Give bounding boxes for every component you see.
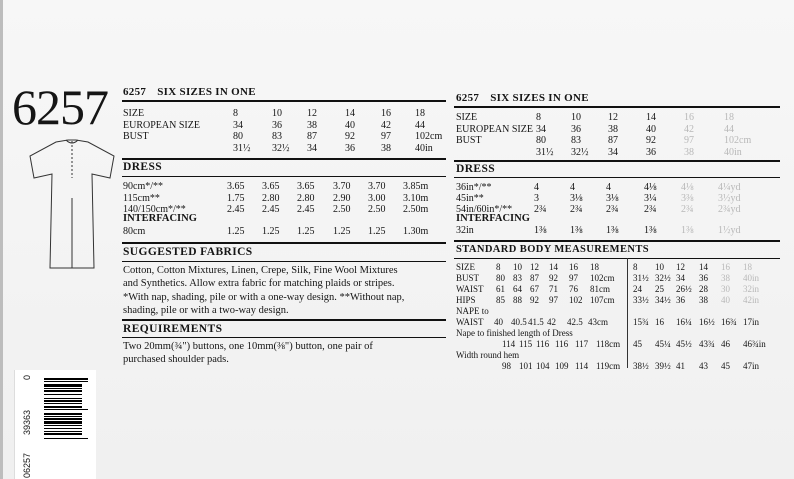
table-cell: 109 [555,361,569,371]
table-cell: 2¾ [534,204,547,215]
table-cell: 46¾in [743,339,766,349]
row-label: 90cm*/** [123,181,163,192]
row-label: WAIST [456,284,484,294]
table-cell: 76 [569,284,578,294]
table-cell: 12 [307,108,317,119]
row-label: NAPE to [456,306,489,316]
row-label: 115cm** [123,192,160,204]
right-measure-rule [454,240,780,242]
table-cell: 3⅛ [570,193,583,204]
table-cell: 98 [502,361,511,371]
table-cell: 36 [676,295,685,305]
table-cell: 87 [307,131,317,142]
table-cell: 1.75 [227,192,245,204]
table-cell: 107cm [590,295,615,305]
table-cell: 38 [721,273,730,283]
table-cell: 14 [549,262,558,272]
table-cell: 2¾ [681,204,694,215]
table-cell: 3.70 [368,181,386,192]
table-row [123,143,453,155]
table-cell: 34 [676,273,685,283]
table-cell: 71 [549,284,558,294]
table-row [123,131,453,143]
table-row [456,225,786,237]
left-fabrics-rule-2 [122,261,446,262]
table-cell: 8 [536,112,541,123]
table-cell: 118cm [596,339,621,349]
row-label: SIZE [456,262,475,272]
barcode-bar [44,400,82,402]
table-cell: 42 [381,119,391,131]
table-cell: 42 [547,317,556,327]
table-cell: 1⅜ [534,225,547,236]
table-cell: 38 [608,123,618,135]
table-cell: 92 [345,131,355,142]
table-cell: 4⅛ [644,182,657,193]
barcode-bar [44,421,82,424]
table-row [123,181,453,193]
right-dress-rule-2 [454,177,780,178]
table-cell: 1⅜ [644,225,657,236]
row-label: Nape to finished length of Dress [456,328,573,338]
table-cell: 12 [676,262,685,272]
table-cell: 40 [345,119,355,131]
barcode-bar [44,403,82,404]
table-cell: 32½ [655,273,671,283]
table-cell: 16 [721,262,730,272]
table-cell: 47in [743,361,760,371]
table-cell: 34 [608,146,618,158]
table-cell: 45 [721,361,730,371]
table-row [123,193,453,205]
row-label: Width round hem [456,350,520,360]
left-fabrics-rule [122,242,446,244]
table-cell: 36 [699,273,708,283]
table-cell: 102cm [590,273,615,283]
table-cell: 92 [549,273,558,283]
table-cell: 4⅛ [681,182,694,193]
table-cell: 4 [606,182,611,193]
table-cell: 97 [684,135,694,146]
table-cell: 38 [307,119,317,131]
table-cell: 40in [415,142,433,154]
table-cell: 42in [743,295,760,305]
requirements-line: Two 20mm(¾") buttons, one 10mm(⅜") button, one pair of [123,341,373,352]
table-cell: 1½yd [718,225,741,236]
table-cell: 40 [494,317,503,327]
barcode-bar [44,388,82,389]
table-cell: 10 [571,112,581,123]
table-cell: 1⅜ [570,225,583,236]
table-cell: 2.50m [403,204,429,215]
table-cell: 97 [381,131,391,142]
table-cell: 87 [530,273,539,283]
row-label: HIPS [456,295,476,305]
table-cell: 34 [233,119,243,131]
table-cell: 45¼ [655,339,671,349]
table-cell: 1⅜ [681,225,694,236]
table-cell: 14 [345,108,355,119]
table-cell: 8 [496,262,501,272]
row-label: 32in [456,225,474,236]
table-cell: 41 [676,361,685,371]
barcode-bar [44,378,88,380]
fabrics-line: *With nap, shading, pile or with a one-way design. **Without nap, [123,291,405,303]
table-cell: 14 [646,112,656,123]
table-cell: 1.30m [403,226,429,237]
table-cell: 18 [743,262,752,272]
barcode-bar [44,431,82,432]
table-cell: 97 [549,295,558,305]
table-cell: 114 [575,361,589,371]
table-row [456,147,786,159]
table-cell: 117 [575,339,589,349]
table-row [456,124,786,136]
table-cell: 17in [743,317,760,327]
table-cell: 16½ [699,317,715,327]
table-cell: 44 [724,123,734,135]
table-cell: 80 [536,135,546,146]
barcode-number-middle: 39363 [22,409,32,435]
table-cell: 3.65 [297,181,315,192]
table-cell: 8 [233,108,238,119]
barcode-digit-top: 0 [22,374,32,380]
table-cell: 10 [272,108,282,119]
table-cell: 2.90 [333,192,351,204]
table-cell: 2¾ [644,204,657,215]
barcode-bar [44,406,82,408]
right-dress-rule [454,160,780,162]
table-cell: 39½ [655,361,671,371]
requirements-line: purchased shoulder pads. [123,354,229,366]
table-cell: 114 [502,339,516,349]
left-dress-rule [122,158,446,160]
table-cell: 116 [555,339,569,349]
fabrics-title: SUGGESTED FABRICS [123,246,253,258]
table-cell: 40in [724,146,742,158]
table-cell: 3¼ [644,193,657,204]
table-cell: 8 [633,262,638,272]
left-dress-title: DRESS [123,161,163,173]
barcode-bar [44,381,88,382]
table-cell: 1⅜ [606,225,619,236]
table-cell: 16 [684,112,694,123]
table-cell: 115 [519,339,533,349]
barcode-bar [44,425,82,426]
table-cell: 34½ [655,295,671,305]
table-cell: 32½ [272,142,290,154]
table-cell: 4 [570,182,575,193]
table-cell: 36 [272,119,282,131]
table-cell: 119cm [596,361,621,371]
table-cell: 10 [655,262,664,272]
table-cell: 43 [699,361,708,371]
left-requirements-rule [122,319,446,321]
table-cell: 2.50 [333,204,351,215]
table-row [123,120,453,132]
table-cell: 10 [513,262,522,272]
table-cell: 67 [530,284,539,294]
table-cell: 44 [415,119,425,131]
requirements-title: REQUIREMENTS [123,323,223,335]
row-label: 80cm [123,226,146,237]
table-cell: 16 [381,108,391,119]
table-cell: 31½ [536,146,554,158]
barcode-bar [44,398,82,399]
fabrics-text [123,264,404,317]
table-cell: 15¾ [633,317,649,327]
table-cell: 42.5 [567,317,583,327]
table-cell: 3 [534,193,539,204]
table-cell: 43cm [588,317,608,327]
table-cell: 40in [743,273,760,283]
table-cell: 83 [571,135,581,146]
table-cell: 92 [646,135,656,146]
row-label: SIZE [123,108,145,119]
table-cell: 88 [513,295,522,305]
table-cell: 38½ [633,361,649,371]
left-header-title: SIX SIZES IN ONE [157,86,256,98]
table-cell: 2.80 [262,192,280,204]
dress-back-illustration [22,138,122,274]
table-cell: 3.65 [262,181,280,192]
table-cell: 14 [699,262,708,272]
table-cell: 18 [415,108,425,119]
table-cell: 61 [496,284,505,294]
table-cell: 18 [590,262,599,272]
barcode-bar [44,409,88,410]
table-cell: 3½yd [718,193,741,204]
table-cell: 43¾ [699,339,715,349]
barcode-bar [44,433,82,435]
table-cell: 83 [513,273,522,283]
table-cell: 83 [272,131,282,142]
barcode-bar [44,390,82,392]
table-cell: 81cm [590,284,610,294]
table-cell: 38 [699,295,708,305]
table-cell: 1.25 [297,226,315,237]
table-cell: 2¾yd [718,204,741,215]
table-cell: 4 [534,182,539,193]
table-cell: 16 [569,262,578,272]
fabrics-line: shading, pile or with a two-way design. [123,304,289,316]
table-cell: 40.5 [511,317,527,327]
table-cell: 92 [530,295,539,305]
table-cell: 116 [536,339,550,349]
table-cell: 24 [633,284,642,294]
table-cell: 45 [633,339,642,349]
barcode-bar [44,413,82,415]
table-cell: 25 [655,284,664,294]
table-cell: 3.85m [403,181,429,192]
table-cell: 87 [608,135,618,146]
row-label: 140/150cm*/** [123,204,186,215]
table-cell: 34 [307,142,317,154]
table-cell: 3.00 [368,192,386,204]
table-cell: 2.80 [297,192,315,204]
barcode-bar [44,418,82,420]
measure-divider [627,258,628,368]
barcode-bar [44,384,82,387]
table-cell: 1.25 [333,226,351,237]
table-cell: 80 [496,273,505,283]
table-cell: 64 [513,284,522,294]
table-cell: 16¼ [676,317,692,327]
table-cell: 3⅜ [681,193,694,204]
right-header-title: SIX SIZES IN ONE [490,92,589,104]
table-cell: 2.45 [227,204,245,215]
row-label: BUST [456,273,480,283]
table-cell: 16¾ [721,317,737,327]
table-cell: 41.5 [528,317,544,327]
pattern-number: 6257 [12,79,108,135]
table-cell: 102cm [415,131,443,142]
table-cell: 102 [569,295,583,305]
right-header-rule [454,106,780,108]
envelope-edge [0,0,3,479]
right-header [456,92,589,104]
table-cell: 34 [536,123,546,135]
table-cell: 38 [381,142,391,154]
right-measure-rule-2 [454,258,780,259]
left-header-code: 6257 [123,86,147,98]
table-cell: 3.70 [333,181,351,192]
row-label: SIZE [456,112,478,123]
left-requirements-rule-2 [122,337,446,338]
table-cell: 97 [569,273,578,283]
table-cell: 40 [646,123,656,135]
table-cell: 36 [345,142,355,154]
barcode-bar [44,394,82,395]
table-cell: 36 [571,123,581,135]
row-label: BUST [456,135,482,146]
table-cell: 2¾ [570,204,583,215]
table-cell: 32½ [571,146,589,158]
right-header-code: 6257 [456,92,480,104]
table-cell: 1.25 [227,226,245,237]
table-cell: 104 [536,361,550,371]
left-header-rule [122,100,446,102]
right-dress-title: DRESS [456,163,496,175]
barcode-number-end: 06257 [22,452,32,478]
table-cell: 18 [724,112,734,123]
table-cell: 12 [608,112,618,123]
table-cell: 26½ [676,284,692,294]
table-cell: 1.25 [368,226,386,237]
fabrics-line: Cotton, Cotton Mixtures, Linen, Crepe, Silk, Fine Wool Mixtures [123,265,398,276]
left-header [123,86,256,98]
table-cell: 80 [233,131,243,142]
table-cell: 4¼yd [718,182,741,193]
row-label: 36in*/** [456,182,492,193]
table-cell: 12 [530,262,539,272]
fabrics-line: and Synthetics. Allow extra fabric for matching plaids or stripes. [123,278,395,290]
left-interfacing-title: INTERFACING [123,213,197,224]
table-cell: 31½ [233,142,251,154]
table-cell: 42 [684,123,694,135]
table-cell: 16 [655,317,664,327]
row-label: EUROPEAN SIZE [456,123,533,135]
table-cell: 3.10m [403,192,429,204]
table-cell: 3.65 [227,181,245,192]
table-cell: 31½ [633,273,649,283]
table-cell: 2¾ [606,204,619,215]
row-label: 54in/60in*/** [456,204,513,215]
table-cell: 2.45 [262,204,280,215]
row-label: EUROPEAN SIZE [123,119,200,131]
row-label: 45in** [456,193,484,204]
row-label: WAIST [456,317,484,327]
left-dress-rule-2 [122,176,446,177]
table-cell: 38 [684,146,694,158]
table-cell: 46 [721,339,730,349]
table-cell: 102cm [724,135,752,146]
table-cell: 3⅛ [606,193,619,204]
table-cell: 45½ [676,339,692,349]
barcode-bar [44,428,82,429]
barcode-bars [44,378,88,478]
table-cell: 30 [721,284,730,294]
table-row [456,135,786,147]
table-cell: 28 [699,284,708,294]
table-cell: 2.50 [368,204,386,215]
right-interfacing-title: INTERFACING [456,213,530,224]
table-row [456,112,786,124]
table-cell: 2.45 [297,204,315,215]
table-cell: 1.25 [262,226,280,237]
table-row [123,226,453,238]
barcode-bar [44,416,82,417]
row-label: BUST [123,131,149,142]
table-cell: 36 [646,146,656,158]
requirements-text [123,340,373,367]
table-row [123,108,453,120]
table-cell: 40 [721,295,730,305]
table-cell: 101 [519,361,533,371]
table-cell: 85 [496,295,505,305]
barcode-bar [44,438,88,439]
body-measurements-title: STANDARD BODY MEASUREMENTS [456,244,650,255]
table-cell: 32in [743,284,760,294]
table-cell: 33½ [633,295,649,305]
